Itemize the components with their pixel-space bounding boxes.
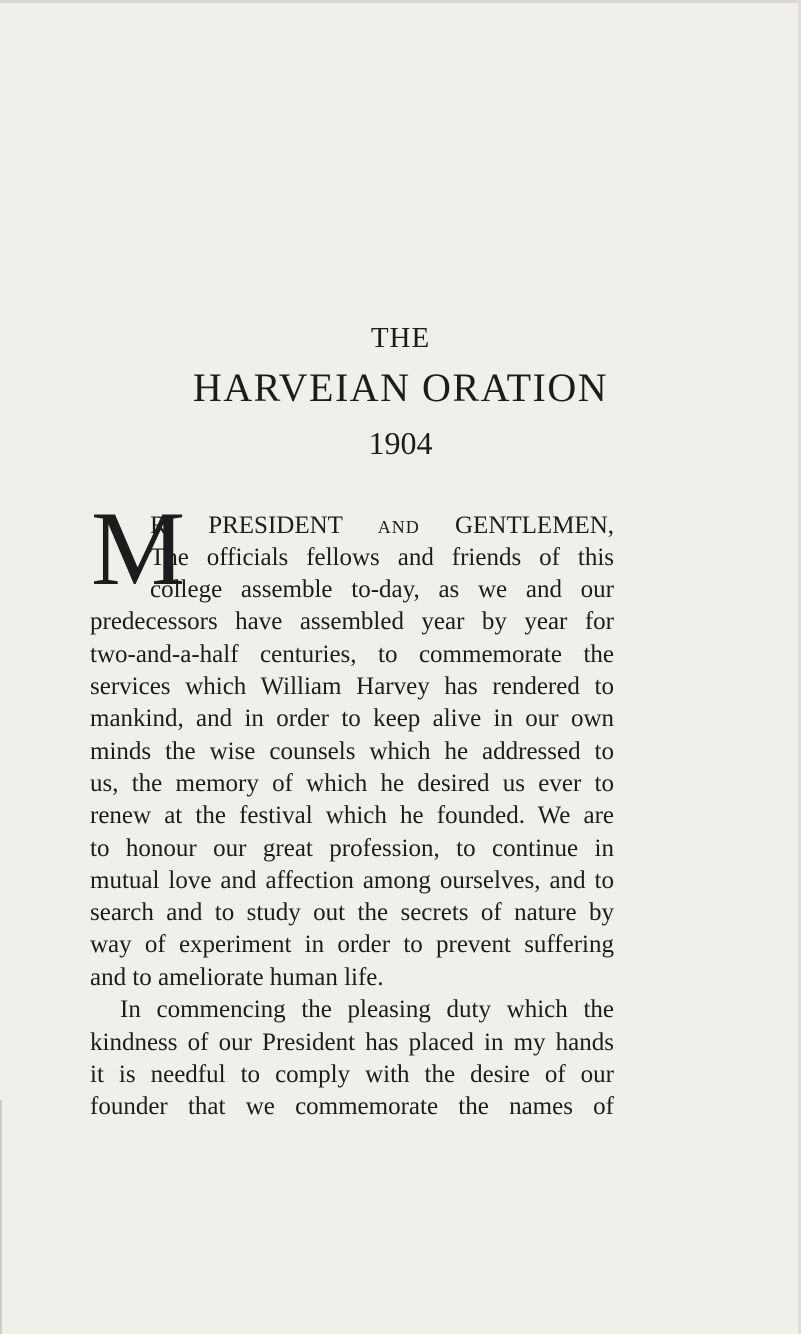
opening-part-b: GENTLEMEN, <box>419 512 614 539</box>
opening-and: AND <box>377 517 420 537</box>
text-line: it is needful to comply with the desire of our <box>90 1061 614 1088</box>
text-line: predecessors have assembled year by year for <box>90 608 614 635</box>
text-line: college assemble to-day, as we and our <box>150 576 614 603</box>
text-line: founder that we commemorate the names of <box>90 1093 614 1120</box>
text-line: and to ameliorate human life. <box>90 964 384 991</box>
drop-cap: M <box>91 490 184 607</box>
text-line: mankind, and in order to keep alive in our own <box>90 705 614 732</box>
page-edge-top <box>0 0 801 3</box>
text-line: The officials fellows and friends of this <box>150 544 614 571</box>
page-title: HARVEIAN ORATION <box>192 365 609 410</box>
opening-line <box>150 513 614 538</box>
text-line: minds the wise counsels which he addressed to <box>90 738 614 765</box>
heading-year: 1904 <box>368 425 433 461</box>
text-line: renew at the festival which he founded. We are <box>90 802 614 829</box>
text-line: search and to study out the secrets of nature by <box>90 899 614 926</box>
text-line: services which William Harvey has rendered to <box>90 673 614 700</box>
text-line: to honour our great profession, to continue in <box>90 835 614 862</box>
text-line: In commencing the pleasing duty which the <box>120 996 614 1023</box>
text-line: two-and-a-half centuries, to commemorate the <box>90 641 614 668</box>
heading-the: THE <box>370 322 431 354</box>
opening-part-a: R. PRESIDENT <box>150 512 378 539</box>
text-line: us, the memory of which he desired us ever to <box>90 770 614 797</box>
text-line: mutual love and affection among ourselves, and to <box>90 867 614 894</box>
page-edge-left <box>0 1100 2 1334</box>
text-line: kindness of our President has placed in my hands <box>90 1029 614 1056</box>
text-line: way of experiment in order to prevent suffering <box>90 931 614 958</box>
